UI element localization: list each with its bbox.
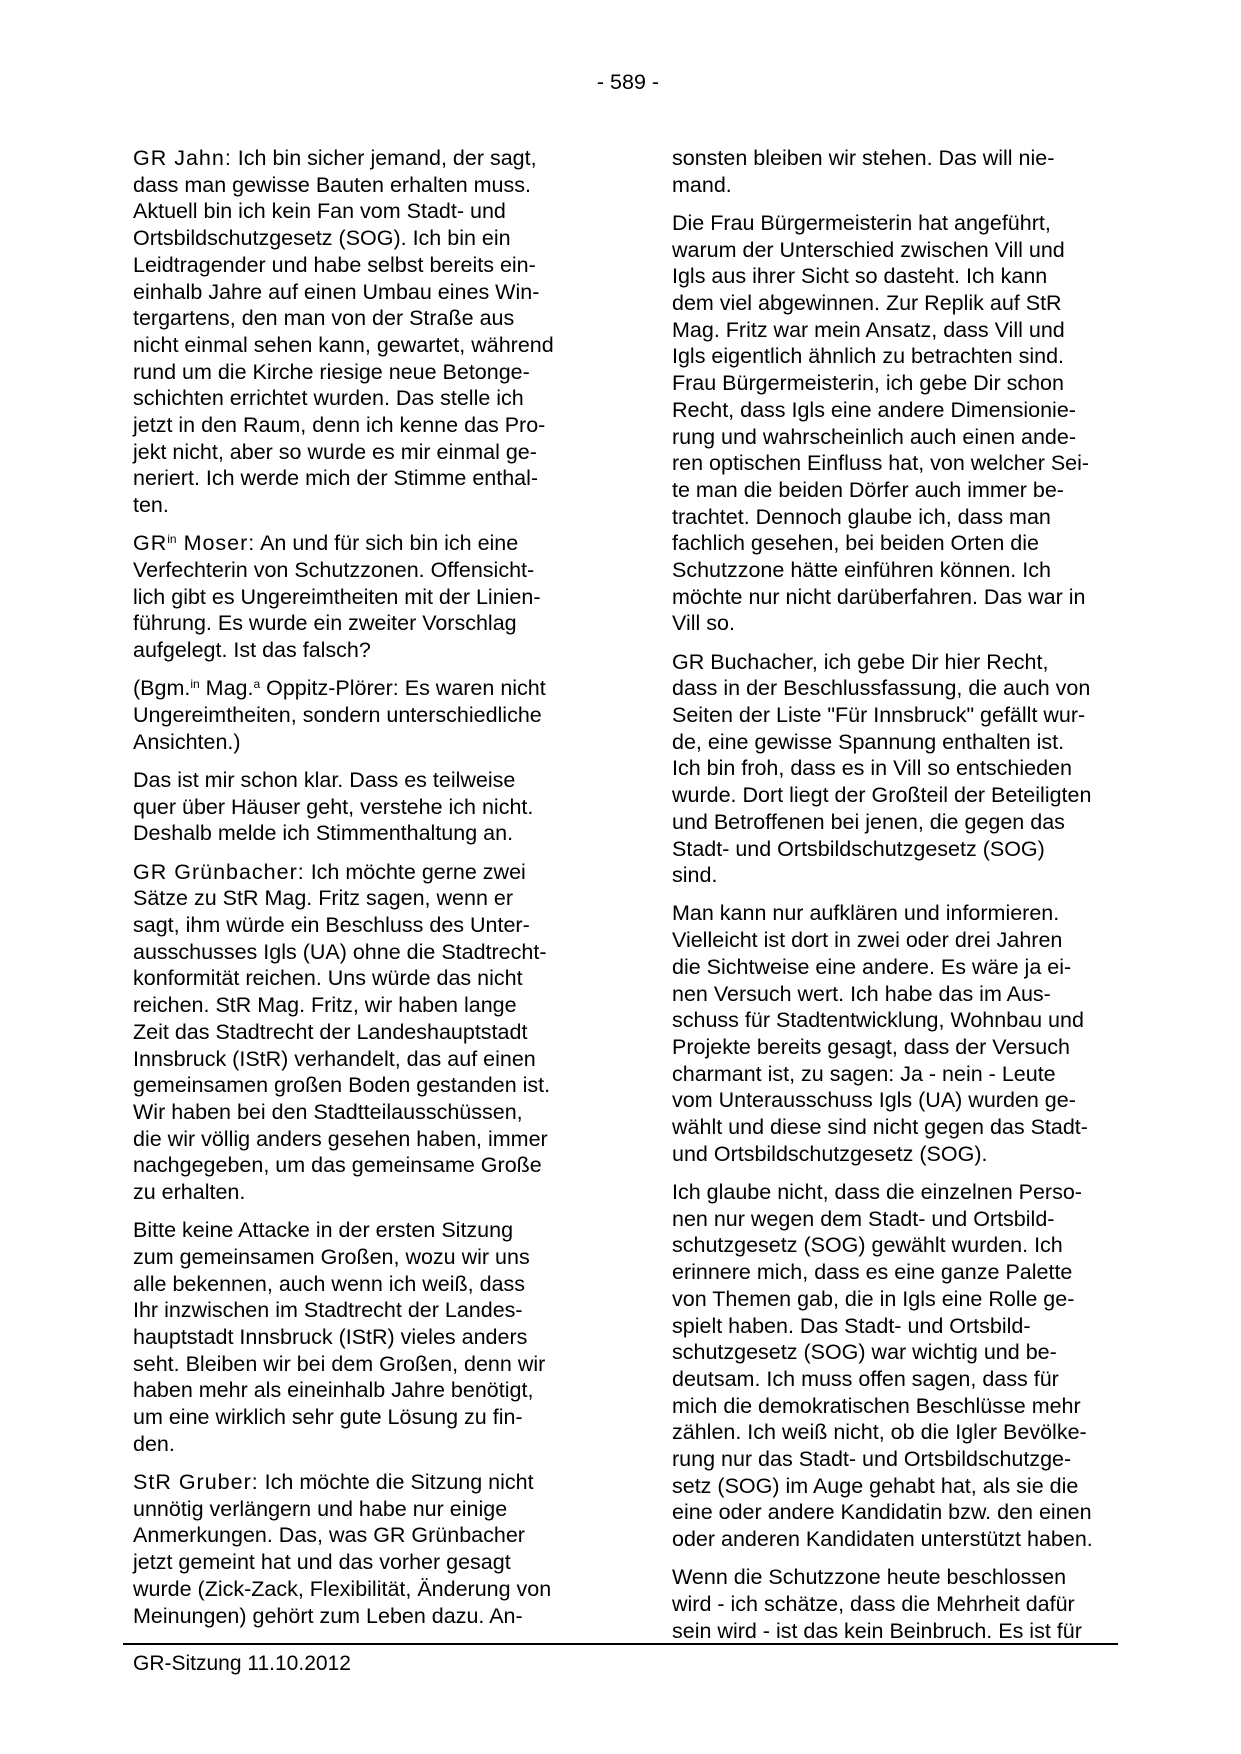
superscript: in [167, 532, 177, 547]
footer-label: GR-Sitzung 11.10.2012 [133, 1652, 351, 1675]
speaker-name: GR Jahn: [133, 146, 232, 170]
paragraph: sonsten bleiben wir stehen. Das will nie- mand. [672, 146, 1055, 197]
page-number: - 589 - [596, 70, 660, 94]
paragraph: Ich glaube nicht, dass die einzelnen Perso- nen nur wegen dem Stadt- und Ortsbild- schutzgesetz (SOG) gewählt wurden. Ich erinnere mich, dass es eine ganze Palette von Themen gab, die in Igls eine Rolle ge- spielt haben. Das Stadt- und Ortsbild- schutzgesetz (SOG) war wichtig und be- deutsam. Ich muss offen sagen, dass für mich die demokratischen Beschlüsse mehr zählen. Ich weiß nicht, ob die Igler Bevölke- rung nur das Stadt- und Ortsbildschutzge- setz (SOG) im Auge gehabt hat, als sie die eine oder andere Kandidatin bzw. den einen oder anderen Kandidaten unterstützt haben. [672, 1180, 1093, 1552]
footer-divider [123, 1643, 1118, 1645]
paragraph: $GR^{in}$ Moser: An und für sich bin ich eine Verfechterin von Schutzzonen. Offensicht- lich gibt es Ungereimtheiten mit der Linien- führung. Es wurde ein zweiter Vorschlag aufgelegt. Ist das falsch? [133, 531, 541, 663]
paragraph: Das ist mir schon klar. Dass es teilweise quer über Häuser geht, verstehe ich nicht. Deshalb melde ich Stimmenthaltung an. [133, 767, 534, 846]
left-column [133, 145, 603, 1641]
paragraph: Wenn die Schutzzone heute beschlossen wird - ich schätze, dass die Mehrheit dafür sein wird - ist das kein Beinbruch. Es ist für [672, 1565, 1082, 1643]
speaker-name: StR Gruber: [133, 1470, 259, 1495]
speaker-name: GR Grünbacher: [133, 859, 305, 884]
paragraph: Man kann nur aufklären und informieren. Vielleicht ist dort in zwei oder drei Jahren die Sichtweise eine andere. Es wäre ja ei- nen Versuch wert. Ich habe das im Aus- schuss für Stadtentwicklung, Wohnbau und Projekte bereits gesagt, dass der Versuch charmant ist, zu sagen: Ja - nein - Leute vom Unterausschuss Igls (UA) wurden ge- wählt und diese sind nicht gegen das Stadt- und Ortsbildschutzgesetz (SOG). [672, 901, 1088, 1166]
superscript: a [253, 677, 261, 692]
superscript: in [190, 677, 200, 692]
paragraph: StR Gruber: Ich möchte die Sitzung nicht unnötig verlängern und habe nur einige Anmerkungen. Das, was GR Grünbacher jetzt gemeint hat und das vorher gesagt wurde (Zick-Zack, Flexibilität, Änderung von Meinungen) gehört zum Leben dazu. An- [133, 1470, 552, 1628]
right-column [672, 145, 1142, 1656]
paragraph: GR Grünbacher: Ich möchte gerne zwei Sätze zu StR Mag. Fritz sagen, wenn er sagt, ihm würde ein Beschluss des Unter- ausschusses Igls (UA) ohne die Stadtrecht- konformität reichen. Uns würde das nicht reichen. StR Mag. Fritz, wir haben lange Zeit das Stadtrecht der Landeshauptstadt Innsbruck (IStR) verhandelt, das auf einen gemeinsamen großen Boden gestanden ist. Wir haben bei den Stadtteilausschüssen, die wir völlig anders gesehen haben, immer nachgegeben, um das gemeinsame Große zu erhalten. [133, 859, 551, 1205]
speaker-name: $GR^{in}$ Moser: [133, 531, 256, 556]
paragraph: Die Frau Bürgermeisterin hat angeführt, warum der Unterschied zwischen Vill und Igls aus ihrer Sicht so dasteht. Ich kann dem viel abgewinnen. Zur Replik auf StR Mag. Fritz war mein Ansatz, dass Vill und Igls eigentlich ähnlich zu betrachten sind. Frau Bürgermeisterin, ich gebe Dir schon Recht, dass Igls eine andere Dimensionie- rung und wahrscheinlich auch einen ande- ren optischen Einfluss hat, von welcher Sei- te man die beiden Dörfer auch immer be- trachtet. Dennoch glaube ich, dass man fachlich gesehen, bei beiden Orten die Schutzzone hätte einführen können. Ich möchte nur nicht darüberfahren. Das war in Vill so. [672, 210, 1090, 636]
paragraph: Bitte keine Attacke in der ersten Sitzung zum gemeinsamen Großen, wozu wir uns alle bekennen, auch wenn ich weiß, dass Ihr inzwischen im Stadtrecht der Landes- hauptstadt Innsbruck (IStR) vieles anders seht. Bleiben wir bei dem Großen, denn wir haben mehr als eineinhalb Jahre benötigt, um eine wirklich sehr gute Lösung zu fin- den. [133, 1218, 546, 1456]
paragraph: (Bgm.$^{in}$ Mag.$^a$ Oppitz-Plörer: Es waren nicht Ungereimtheiten, sondern unterschiedliche Ansichten.) [133, 676, 546, 754]
paragraph: GR Buchacher, ich gebe Dir hier Recht, dass in der Beschlussfassung, die auch von Seiten der Liste "Für Innsbruck" gefällt wur- de, eine gewisse Spannung enthalten ist. Ich bin froh, dass es in Vill so entschieden wurde. Dort liegt der Großteil der Beteiligten und Betroffenen bei jenen, die gegen das Stadt- und Ortsbildschutzgesetz (SOG) sind. [672, 649, 1092, 888]
paragraph: GR Jahn: Ich bin sicher jemand, der sagt, dass man gewisse Bauten erhalten muss. Aktuell bin ich kein Fan vom Stadt- und Ortsbildschutzgesetz (SOG). Ich bin ein Leidtragender und habe selbst bereits ein- einhalb Jahre auf einen Umbau eines Win- tergartens, den man von der Straße aus nicht einmal sehen kann, gewartet, während rund um die Kirche riesige neue Betonge- schichten errichtet wurden. Das stelle ich jetzt in den Raum, denn ich kenne das Pro- jekt nicht, aber so wurde es mir einmal ge- neriert. Ich werde mich der Stimme enthal- ten. [133, 146, 554, 518]
